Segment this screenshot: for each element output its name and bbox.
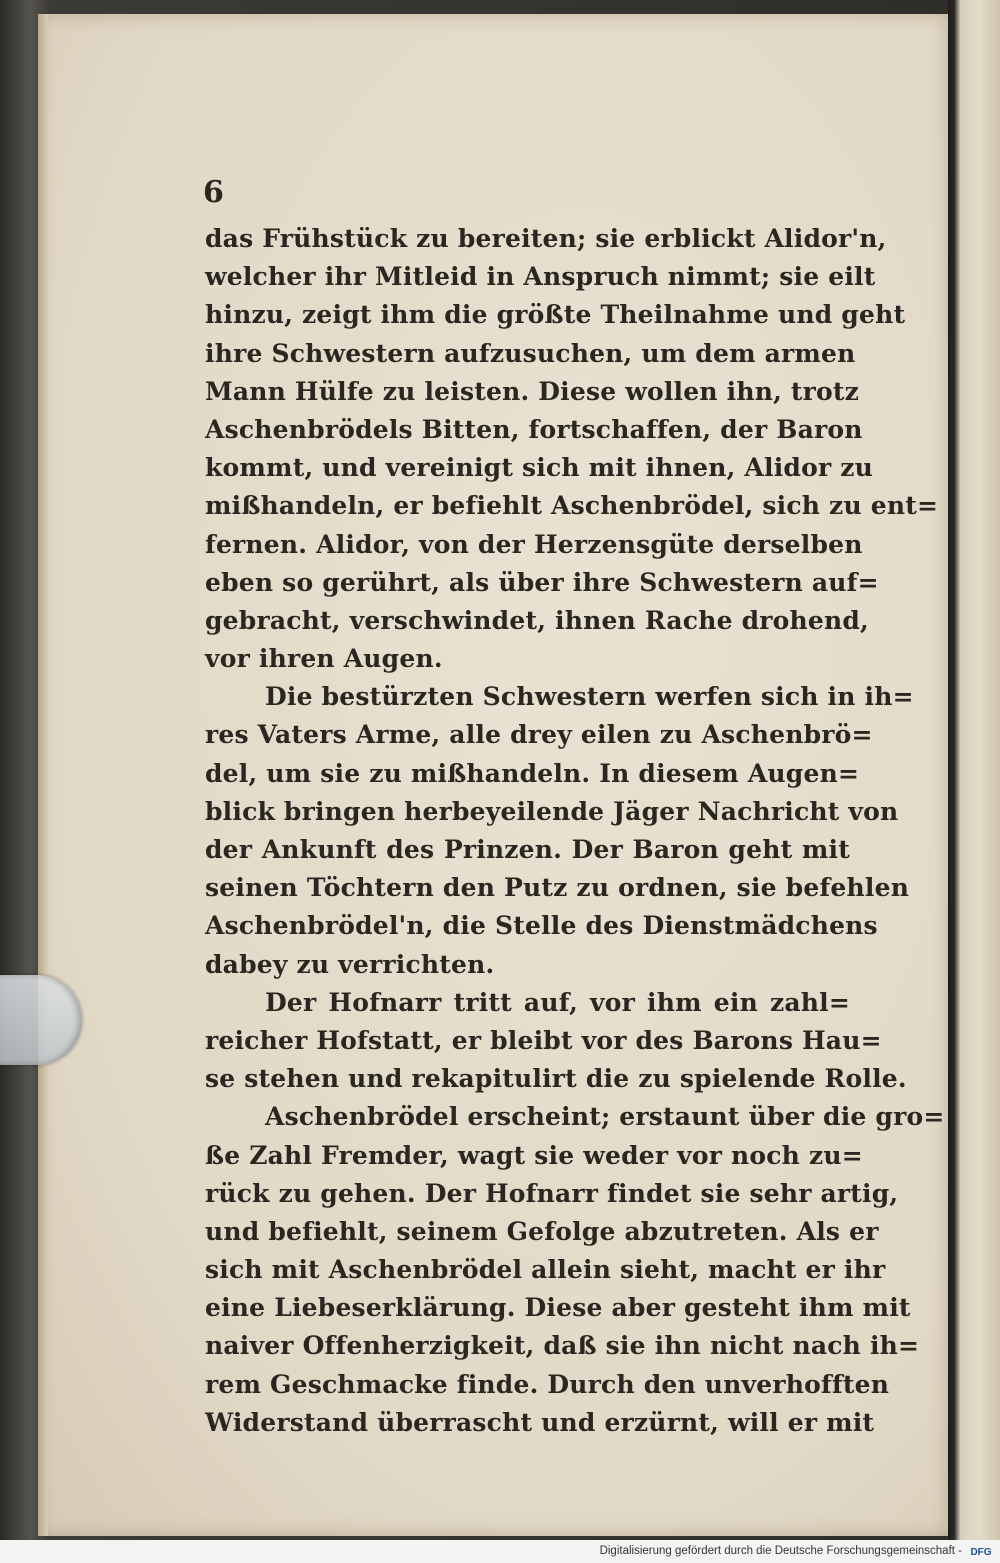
dfg-logo [966, 1543, 996, 1559]
text-line: rem Geschmacke finde. Durch den unverhofften [205, 1369, 890, 1399]
page-number: 6 [203, 175, 224, 210]
text-line: und befiehlt, seinem Gefolge abzutreten. Als er [205, 1216, 879, 1246]
text-line: Der Hofnarr tritt auf, vor ihm ein zahl= [265, 987, 850, 1017]
text-line: eine Liebeserklärung. Diese aber gesteht ihm mit [205, 1293, 911, 1323]
text-line: das Frühstück zu bereiten; sie erblickt Alidor'n, [205, 224, 887, 253]
text-line: seinen Töchtern den Putz zu ordnen, sie befehlen [205, 873, 910, 903]
text-line: del, um sie zu mißhandeln. In diesem Augen= [205, 758, 860, 788]
page-text [205, 220, 945, 1442]
text-line: dabey zu verrichten. [205, 949, 495, 979]
text-line: naiver Offenherzigkeit, daß sie ihn nicht nach ih= [205, 1331, 920, 1361]
text-line: hinzu, zeigt ihm die größte Theilnahme und geht [205, 300, 906, 330]
text-line: ihre Schwestern aufzusuchen, um dem armen [205, 338, 856, 368]
text-line: der Ankunft des Prinzen. Der Baron geht mit [205, 835, 850, 864]
text-line: sich mit Aschenbrödel allein sieht, macht er ihr [205, 1255, 886, 1285]
text-line: eben so gerührt, als über ihre Schwestern auf= [205, 567, 879, 597]
text-line: mißhandeln, er befiehlt Aschenbrödel, sich zu ent= [205, 491, 939, 521]
text-line: rück zu gehen. Der Hofnarr findet sie sehr artig, [205, 1178, 899, 1208]
text-line: fernen. Alidor, von der Herzensgüte derselben [205, 529, 863, 559]
text-line: Mann Hülfe zu leisten. Diese wollen ihn, trotz [205, 376, 860, 406]
text-line: reicher Hofstatt, er bleibt vor des Barons Hau= [205, 1025, 882, 1055]
dfg-logo-text: DFG [970, 1547, 992, 1558]
text-line: se stehen und rekapitulirt die zu spielende Rolle. [205, 1064, 907, 1094]
text-line: kommt, und vereinigt sich mit ihnen, Alidor zu [205, 453, 874, 483]
text-line: blick bringen herbeyeilende Jäger Nachricht von [205, 796, 899, 826]
footer-attribution: Digitalisierung gefördert durch die Deutsche Forschungsgemeinschaft - [599, 1545, 962, 1557]
facing-page-edge [948, 0, 1000, 1540]
text-line: vor ihren Augen. [205, 644, 443, 674]
text-line: Widerstand überrascht und erzürnt, will er mit [205, 1407, 875, 1437]
text-line: res Vaters Arme, alle drey eilen zu Aschenbrö= [205, 720, 873, 750]
text-line: Aschenbrödel'n, die Stelle des Dienstmädchens [205, 911, 878, 941]
text-line: ße Zahl Fremder, wagt sie weder vor noch zu= [205, 1140, 863, 1170]
page-binding-edge [38, 14, 48, 1536]
text-line: gebracht, verschwindet, ihnen Rache drohend, [205, 605, 869, 635]
text-line: welcher ihr Mitleid in Anspruch nimmt; sie eilt [205, 262, 876, 292]
text-line: Aschenbrödels Bitten, fortschaffen, der Baron [205, 414, 863, 444]
text-line: Aschenbrödel erscheint; erstaunt über die gro= [265, 1102, 945, 1132]
text-line: Die bestürzten Schwestern werfen sich in ih= [265, 682, 914, 712]
